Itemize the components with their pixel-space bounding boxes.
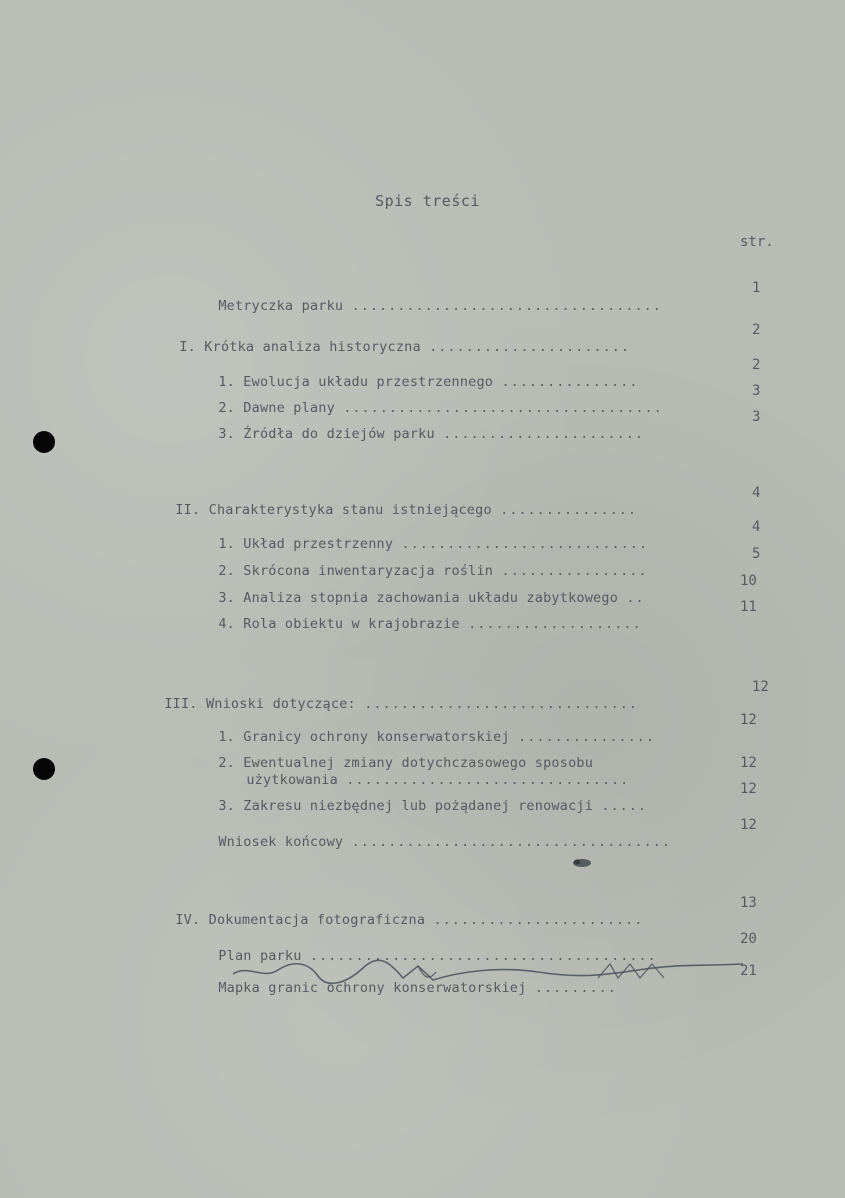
toc-entry [185,600,642,648]
toc-page-number: 12 [752,679,769,695]
punch-hole-top [33,431,55,453]
toc-leader-dots: ............... [501,374,639,390]
toc-leader-dots: ..... [601,798,648,814]
toc-leader-dots: ............................... [346,772,630,788]
toc-entry [185,818,671,866]
toc-leader-dots: .. [626,590,645,606]
toc-entry-text: 2. Ewentualnej zmiany dotychczasowego sposobu [218,755,594,771]
ink-smudge [570,856,594,870]
toc-leader-dots: ................................... [351,834,672,850]
toc-entry-text: Krótka analiza historyczna [204,339,421,355]
toc-page-number: 5 [752,546,761,562]
toc-page-number: 11 [740,599,757,615]
toc-entry-text: Wniosek końcowy [218,834,344,850]
punch-hole-bottom [33,758,55,780]
toc-entry-text: 4. Rola obiektu w krajobrazie [218,616,460,632]
toc-leader-dots: ................................... [343,400,663,416]
toc-leader-dots: ...................... [429,339,630,355]
toc-entry-text: 3. Analiza stopnia zachowania układu zabytkowego [218,590,619,606]
toc-leader-dots: ................... [468,616,642,632]
toc-entry-text: Dokumentacja fotograficzna [208,912,426,928]
toc-page-number: 12 [740,712,757,728]
toc-leader-dots: ................ [501,563,648,579]
toc-leader-dots: .............................. [364,696,639,712]
toc-page-number: 4 [752,485,761,501]
toc-page-number: 12 [740,755,757,771]
toc-page-number: 12 [740,817,757,833]
toc-leader-dots: ...................... [443,426,644,442]
toc-leader-dots: ............... [500,502,638,518]
toc-page-number: 13 [740,895,757,911]
toc-entry-text: Metryczka parku [218,298,344,314]
toc-entry-text: 2. Skrócona inwentaryzacja roślin [218,563,494,579]
toc-page-number: 2 [752,322,761,338]
toc-leader-dots: ............... [518,729,656,745]
toc-page-number: 20 [740,931,757,947]
toc-leader-dots: ......... [534,980,617,996]
toc-page-number: 2 [752,357,761,373]
toc-page-number: 1 [752,280,761,296]
toc-page-number: 3 [752,409,761,425]
toc-entry-text: 2. Dawne plany [218,400,335,416]
toc-page-number: 21 [740,963,757,979]
toc-page-number: 4 [752,519,761,535]
toc-leader-dots: ....................... [433,912,644,928]
toc-section-numeral: IV. [175,912,201,928]
toc-entry-text: użytkowania [246,772,338,788]
toc-leader-dots: ........................... [401,536,648,552]
toc-entry-text: 1. Granicy ochrony konserwatorskiej [218,729,510,745]
toc-page-number: 10 [740,573,757,589]
toc-leader-dots: .................................. [351,298,662,314]
toc-leader-dots: ...................................... [309,948,657,964]
handwritten-strikethrough [178,952,758,992]
toc-section-numeral: I. [179,339,196,355]
page-column-label: str. [740,234,774,250]
toc-section-numeral: III. [164,696,198,712]
toc-entry-text: Wnioski dotyczące: [205,696,356,712]
toc-page-number: 12 [740,781,757,797]
page-title: Spis treści [375,192,480,210]
toc-entry-text: 1. Ewolucja układu przestrzennego [218,374,494,390]
toc-entry-text: 1. Układ przestrzenny [218,536,394,552]
toc-entry-text: 3. Źródła do dziejów parku [218,426,435,442]
toc-page-number: 3 [752,383,761,399]
toc-entry-text: 3. Zakresu niezbędnej lub pożądanej renowacji [218,798,594,814]
toc-entry-text: Plan parku [218,948,302,964]
toc-entry-text: Charakterystyka stanu istniejącego [208,502,492,518]
toc-entry-text: Mapka granic ochrony konserwatorskiej [218,980,527,996]
toc-section-numeral: II. [175,502,201,518]
toc-entry [185,410,644,458]
